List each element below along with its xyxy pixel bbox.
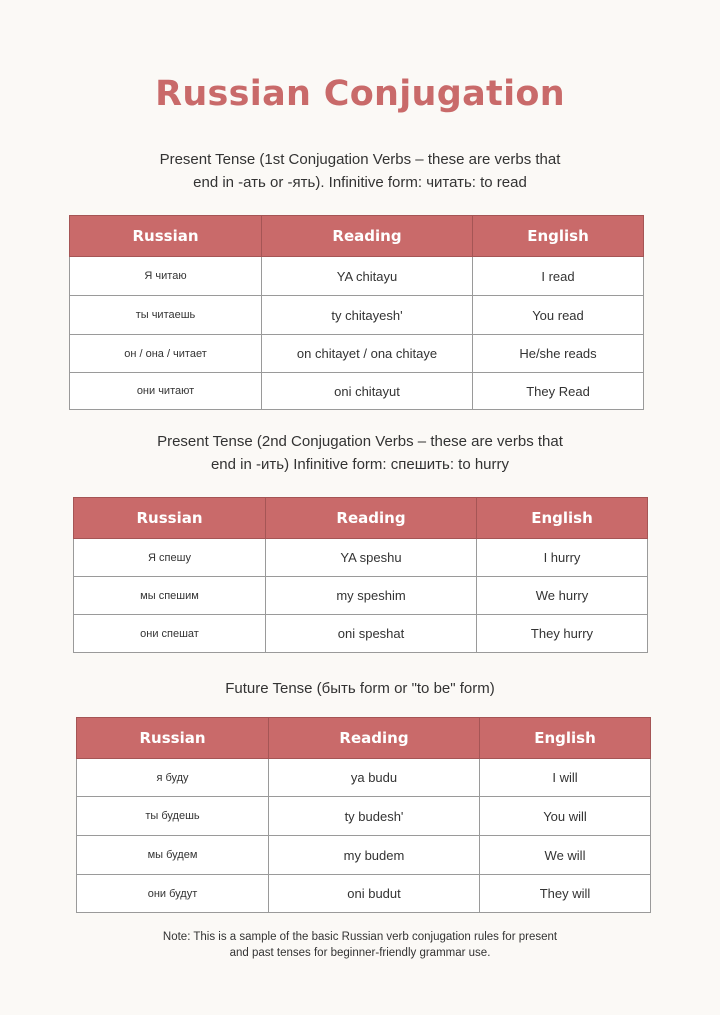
table-row — [77, 836, 651, 875]
cell-reading: ty budesh' — [269, 797, 480, 836]
cell-russian: они будут — [77, 875, 269, 913]
cell-reading: oni chitayut — [262, 373, 473, 410]
cell-english: I hurry — [477, 539, 648, 577]
table-header-row — [77, 718, 651, 759]
cell-russian: мы будем — [77, 836, 269, 875]
cell-russian: они спешат — [74, 615, 266, 653]
column-header-russian: Russian — [70, 216, 262, 257]
page-title: Russian Conjugation — [155, 74, 565, 114]
cell-russian: Я спешу — [74, 539, 266, 577]
table-header-row — [70, 216, 644, 257]
caption-line: end in -ить) Infinitive form: спешить: to hurry — [210, 456, 510, 473]
conjugation-table-present-2nd — [73, 497, 648, 653]
cell-russian: он / она / читает — [70, 335, 262, 373]
table-row — [77, 759, 651, 797]
cell-reading: YA speshu — [266, 539, 477, 577]
cell-english: I read — [473, 257, 644, 296]
column-header-russian: Russian — [77, 718, 269, 759]
table-row — [70, 257, 644, 296]
cell-english: He/she reads — [473, 335, 644, 373]
cell-english: You read — [473, 296, 644, 335]
conjugation-table-future — [76, 717, 651, 913]
table-row — [74, 615, 648, 653]
cell-english: I will — [480, 759, 651, 797]
cell-reading: oni speshat — [266, 615, 477, 653]
cell-russian: они читают — [70, 373, 262, 410]
section-caption-present-1st — [0, 148, 720, 194]
cell-reading: ya budu — [269, 759, 480, 797]
cell-russian: Я читаю — [70, 257, 262, 296]
table-row — [70, 296, 644, 335]
column-header-english: English — [480, 718, 651, 759]
caption-line: Present Tense (1st Conjugation Verbs – these are verbs that — [159, 151, 561, 168]
cell-reading: my budem — [269, 836, 480, 875]
column-header-reading: Reading — [266, 498, 477, 539]
cell-reading: oni budut — [269, 875, 480, 913]
cell-russian: мы спешим — [74, 577, 266, 615]
cell-reading: ty chitayesh' — [262, 296, 473, 335]
cell-russian: ты читаешь — [70, 296, 262, 335]
cell-english: They hurry — [477, 615, 648, 653]
table-row — [74, 539, 648, 577]
cell-english: We will — [480, 836, 651, 875]
cell-reading: on chitayet / ona chitaye — [262, 335, 473, 373]
cell-russian: ты будешь — [77, 797, 269, 836]
cell-english: We hurry — [477, 577, 648, 615]
note-line: Note: This is a sample of the basic Russian verb conjugation rules for present — [162, 931, 558, 943]
table-row — [74, 577, 648, 615]
table-row — [77, 797, 651, 836]
table-row — [77, 875, 651, 913]
section-caption-present-2nd — [0, 430, 720, 476]
table-header-row — [74, 498, 648, 539]
caption-line: Future Tense (быть form or "to be" form) — [225, 680, 495, 697]
column-header-english: English — [477, 498, 648, 539]
note-line: and past tenses for beginner-friendly grammar use. — [229, 947, 491, 959]
cell-english: They will — [480, 875, 651, 913]
column-header-english: English — [473, 216, 644, 257]
caption-line: Present Tense (2nd Conjugation Verbs – these are verbs that — [157, 433, 563, 450]
caption-line: end in -ать or -ять). Infinitive form: читать: to read — [193, 174, 527, 191]
footnote — [0, 929, 720, 961]
cell-reading: YA chitayu — [262, 257, 473, 296]
cell-english: You will — [480, 797, 651, 836]
conjugation-table-present-1st — [69, 215, 644, 410]
cell-reading: my speshim — [266, 577, 477, 615]
section-caption-future — [0, 677, 720, 700]
column-header-reading: Reading — [269, 718, 480, 759]
table-row — [70, 373, 644, 410]
column-header-reading: Reading — [262, 216, 473, 257]
table-row — [70, 335, 644, 373]
column-header-russian: Russian — [74, 498, 266, 539]
cell-english: They Read — [473, 373, 644, 410]
cell-russian: я буду — [77, 759, 269, 797]
